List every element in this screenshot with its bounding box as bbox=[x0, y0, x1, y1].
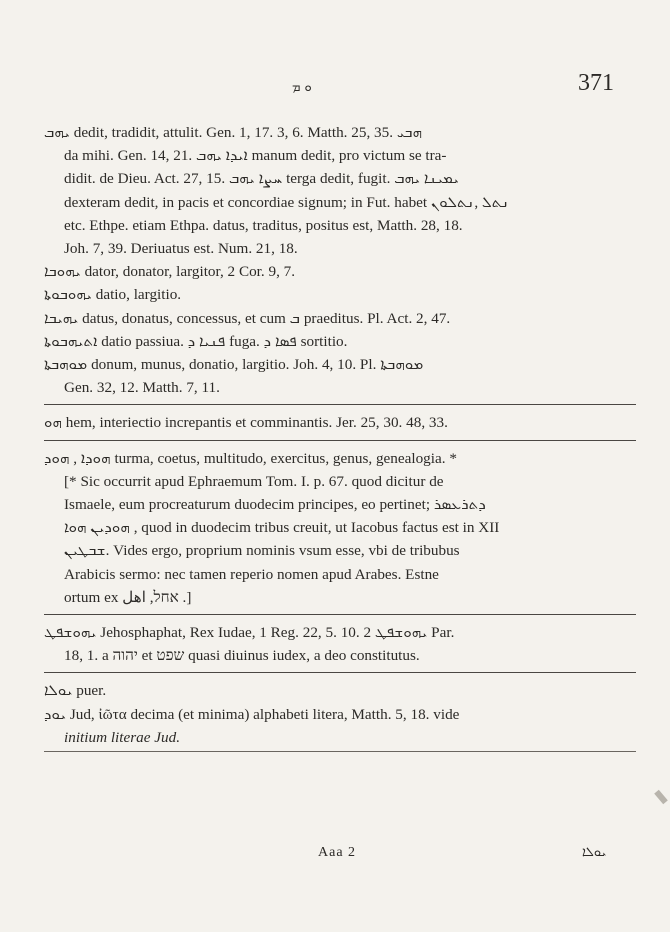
entry-divider bbox=[44, 440, 636, 441]
running-head-syriac: ܘ ܡ bbox=[292, 80, 312, 95]
entry-line: ܝܗܘܒܐ dator, donator, largitor, 2 Cor. 9, 7. bbox=[44, 263, 296, 281]
entry-line: ܐܬܝܗܒܘܬܐ datio passiua. ܦܢܝܐ ܕ fuga. ܦܣܐ ܕ sortitio. bbox=[44, 332, 348, 350]
entry-line: ܝܗܒ dedit, tradidit, attulit. Gen. 1, 17. 3, 6. Matth. 25, 35. ܗܒܝ bbox=[44, 124, 423, 141]
entry-line: ܗܘܕܐ , ܗܘܕ turma, coetus, multitudo, exercitus, genus, genealogia. * bbox=[44, 449, 457, 467]
entry-jehosaphat bbox=[44, 621, 636, 667]
entry-yhb bbox=[44, 121, 636, 399]
entry-line: Ismaele, eum procreaturum duodecim principes, eo pertinet; ܕܬܪܥܣܪ bbox=[64, 496, 486, 514]
entry-line: Gen. 32, 12. Matth. 7, 11. bbox=[64, 379, 220, 397]
entry-line: da mihi. Gen. 14, 21. ܐܝܕܐ ܝܗܒ manum dedit, pro victum se tra- bbox=[64, 147, 447, 165]
entry-line: ܗܘܕܝܢ ܗܘܐ , quod in duodecim tribus creuit, ut Iacobus factus est in XII bbox=[64, 519, 500, 537]
entry-line: Joh. 7, 39. Deriuatus est. Num. 21, 18. bbox=[64, 240, 298, 258]
entry-line: ܝܘܠܐ puer. bbox=[44, 682, 107, 700]
entry-line: didit. de Dieu. Act. 27, 15. ܚܨܐ ܝܗܒ terga dedit, fugit. ܝܡܝܢܐ ܝܗܒ bbox=[64, 170, 459, 188]
entry-line: ܝܗܝܒܐ datus, donatus, concessus, et cum ܒ praeditus. Pl. Act. 2, 47. bbox=[44, 309, 451, 327]
entry-line: dexteram dedit, in pacis et concordiae signum; in Fut. habet ܢܬܠ ,ܢܬܠܘܢ bbox=[64, 193, 510, 211]
entry-hu bbox=[44, 411, 636, 434]
dictionary-entries bbox=[44, 121, 636, 758]
entry-line: ܝܗܘܒܘܬܐ datio, largitio. bbox=[44, 286, 182, 304]
entry-divider bbox=[44, 751, 636, 752]
entry-line: ܗܘ hem, interiectio increpantis et comminantis. Jer. 25, 30. 48, 33. bbox=[44, 414, 448, 432]
entry-line: ܡܘܗܒܬܐ donum, munus, donatio, largitio. Joh. 4, 10. Pl. ܡܘܗܒܬܐ bbox=[44, 356, 424, 374]
page-smudge bbox=[654, 790, 668, 805]
entry-line: Arabicis sermo: nec tamen reperio nomen apud Arabes. Estne bbox=[64, 565, 439, 583]
page-number: 371 bbox=[578, 70, 614, 96]
entry-yula bbox=[44, 679, 636, 702]
entry-line: ܝܗܘܫܦܛ Jehosphaphat, Rex Iudae, 1 Reg. 22, 5. 10. ܝܗܘܫܦܛ 2 Par. bbox=[44, 624, 455, 642]
entry-line: ܝܘܕ Jud, ἰῶτα decima (et minima) alphabeti litera, Matth. 5, 18. vide bbox=[44, 705, 460, 723]
entry-line: initium literae Jud. bbox=[64, 728, 180, 746]
signature-mark: Aaa 2 bbox=[318, 845, 357, 860]
catchword: ܝܘܠܐ bbox=[582, 845, 607, 860]
entry-line: [* Sic occurrit apud Ephraemum Tom. I. p. 67. quod dicitur de bbox=[64, 472, 444, 490]
entry-divider bbox=[44, 614, 636, 615]
entry-divider bbox=[44, 404, 636, 405]
entry-yud bbox=[44, 703, 636, 749]
entry-line: 18, 1. a יהוה et שפט quasi diuinus iudex, a deo constitutus. bbox=[64, 647, 420, 665]
entry-line: ortum ex אחל, اهل .] bbox=[64, 588, 192, 606]
entry-line: ܫܒܛܝܢ. Vides ergo, proprium nominis vsum esse, vbi de tribubus bbox=[64, 542, 460, 560]
entry-line: etc. Ethpe. etiam Ethpa. datus, traditus, positus est, Matth. 28, 18. bbox=[64, 216, 463, 234]
entry-divider bbox=[44, 672, 636, 673]
entry-hud bbox=[44, 447, 636, 609]
